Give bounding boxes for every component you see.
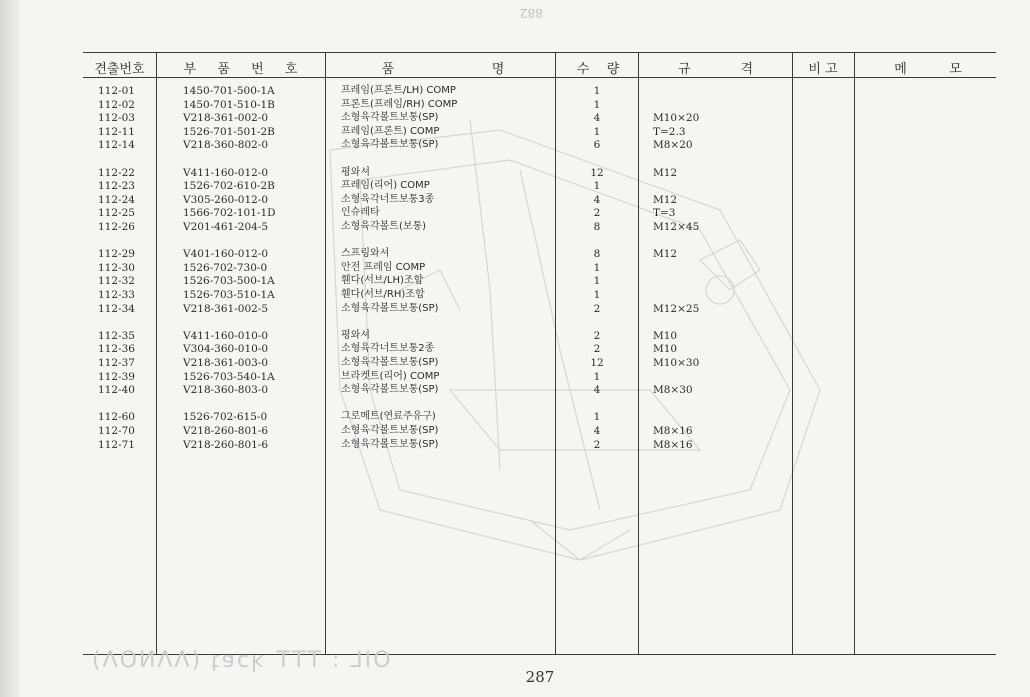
row-part-name: 휀다(서브/LH)조합 (341, 275, 424, 287)
row-part-name: 안전 프레임 COMP (341, 261, 426, 273)
row-quantity: 1 (593, 98, 601, 111)
row-part-name: 프레임(리어) COMP (341, 180, 430, 192)
row-part-number: V218-360-802-0 (183, 139, 269, 152)
header-name-char: 품 (381, 61, 395, 77)
row-part-number: 1450-701-500-1A (183, 85, 275, 97)
header-no: 견출번호 (94, 61, 145, 77)
table-row (83, 329, 996, 343)
header-name-char: 명 (491, 61, 505, 77)
row-part-number: 1566-702-101-1D (183, 207, 276, 220)
row-part-number: 1526-703-510-1A (183, 289, 275, 301)
table-row (83, 166, 996, 180)
row-quantity: 2 (593, 329, 601, 342)
row-part-number: V218-260-801-6 (183, 425, 269, 437)
row-number: 112-24 (98, 193, 135, 206)
header-qty-char: 량 (606, 61, 620, 77)
row-quantity: 1 (593, 289, 601, 301)
page-number: 287 (525, 668, 555, 686)
row-quantity: 12 (590, 357, 604, 369)
row-part-number: V411-160-010-0 (183, 329, 269, 342)
table-row (83, 125, 996, 139)
row-spec: M8×30 (653, 384, 693, 397)
row-part-number: V218-260-801-6 (183, 438, 269, 451)
table-top-border (83, 52, 996, 53)
row-spec: M10 (653, 329, 678, 342)
header-part-char: 품 (217, 61, 230, 77)
row-part-number: 1526-703-540-1A (183, 370, 275, 383)
table-row (83, 111, 996, 125)
row-part-name: 휀다(서브/RH)조합 (341, 289, 425, 300)
row-spec: M8×16 (653, 425, 693, 437)
row-quantity: 6 (593, 139, 601, 152)
row-number: 112-34 (98, 302, 135, 315)
row-part-name: 프레임(프론트) COMP (341, 125, 440, 137)
parts-table (83, 52, 996, 655)
table-row (83, 370, 996, 384)
table-row (83, 247, 996, 261)
row-quantity: 4 (593, 112, 601, 125)
row-part-name: 소형육각볼트보통(SP) (341, 112, 439, 124)
row-number: 112-30 (98, 261, 135, 274)
row-number: 112-11 (98, 125, 135, 138)
row-spec: M12 (653, 166, 678, 179)
row-spec: M10×30 (653, 357, 700, 369)
row-part-number: 1526-702-730-0 (183, 261, 268, 274)
row-number: 112-37 (98, 357, 135, 369)
header-memo-char: 모 (949, 61, 962, 77)
table-row (83, 424, 996, 438)
row-quantity: 4 (593, 193, 601, 206)
header-part-char: 부 (183, 61, 197, 77)
header-spec-char: 규 (677, 61, 691, 77)
row-quantity: 1 (593, 261, 601, 274)
row-number: 112-29 (98, 248, 135, 261)
row-quantity: 1 (593, 85, 601, 97)
row-spec: M8×16 (653, 438, 693, 451)
row-part-name: 인슈레타 (341, 207, 380, 219)
header-spec (653, 57, 778, 77)
row-spec: M12 (653, 193, 678, 206)
row-spec: M8×20 (653, 139, 693, 152)
row-spec: M12 (653, 248, 678, 261)
row-part-number: V304-360-010-0 (183, 343, 269, 356)
show-through-mark: 882 (520, 6, 543, 20)
row-number: 112-60 (98, 411, 135, 424)
table-row (83, 356, 996, 370)
row-part-number: V401-160-012-0 (183, 248, 269, 261)
row-part-name: 그로메트(연료주유구) (341, 411, 436, 423)
table-row (83, 342, 996, 356)
row-part-number: 1526-702-615-0 (183, 411, 268, 424)
table-row (83, 302, 996, 316)
row-number: 112-71 (98, 438, 135, 451)
row-number: 112-35 (98, 329, 135, 342)
header-part-number (173, 57, 308, 77)
row-spec: T=3 (653, 207, 676, 220)
row-part-name: 소형육각볼트보통(SP) (341, 357, 439, 368)
row-quantity: 12 (590, 166, 604, 179)
header-qty-char: 수 (576, 61, 590, 77)
table-row (83, 193, 996, 207)
table-row (83, 138, 996, 152)
row-part-name: 스프링와셔 (341, 248, 390, 260)
row-number: 112-02 (98, 98, 135, 111)
table-row (83, 410, 996, 424)
row-part-name: 프론트(프레임/RH) COMP (341, 98, 458, 110)
row-part-name: 소형육각볼트(보통) (341, 221, 427, 232)
table-row (83, 261, 996, 275)
row-quantity: 4 (593, 384, 601, 397)
row-part-number: V305-260-012-0 (183, 193, 269, 206)
row-quantity: 2 (593, 207, 601, 220)
row-number: 112-70 (98, 425, 135, 437)
row-part-number: V218-361-002-5 (183, 302, 269, 315)
row-quantity: 8 (593, 248, 601, 261)
row-number: 112-23 (98, 180, 135, 193)
page-edge (0, 0, 20, 697)
table-row (83, 288, 996, 302)
row-part-name: 프레임(프론트/LH) COMP (341, 85, 456, 96)
row-spec: M12×45 (653, 221, 700, 233)
row-quantity: 2 (593, 438, 601, 451)
table-row (83, 98, 996, 112)
row-part-number: 1526-701-501-2B (183, 125, 275, 138)
table-row (83, 84, 996, 98)
row-number: 112-01 (98, 85, 135, 97)
header-remark: 비 고 (808, 61, 838, 77)
row-part-number: V218-360-803-0 (183, 384, 269, 397)
table-row (83, 438, 996, 452)
row-quantity: 1 (593, 125, 601, 138)
row-quantity: 1 (593, 275, 601, 288)
row-part-name: 소형육각볼트보통(SP) (341, 438, 439, 450)
row-quantity: 4 (593, 425, 601, 437)
row-part-name: 소형육각볼트보통(SP) (341, 139, 439, 151)
row-quantity: 8 (593, 221, 601, 233)
header-divider (83, 77, 996, 78)
row-number: 112-40 (98, 384, 135, 397)
table-row (83, 206, 996, 220)
row-part-number: 1450-701-510-1B (183, 98, 275, 111)
row-part-number: V218-361-003-0 (183, 357, 269, 369)
row-part-name: 소형육각볼트보통(SP) (341, 384, 439, 396)
row-part-name: 브라켓트(리어) COMP (341, 370, 440, 382)
header-quantity (568, 57, 628, 77)
row-part-number: V411-160-012-0 (183, 166, 269, 179)
header-part-char: 호 (284, 61, 298, 77)
header-part-name (333, 57, 553, 77)
row-part-number: V218-361-002-0 (183, 112, 269, 125)
row-spec: M10×20 (653, 112, 700, 125)
row-quantity: 1 (593, 411, 601, 424)
row-number: 112-03 (98, 112, 135, 125)
header-spec-char: 격 (740, 61, 754, 77)
row-quantity: 2 (593, 343, 601, 356)
row-number: 112-32 (98, 275, 135, 288)
table-row (83, 179, 996, 193)
row-part-name: 평와셔 (341, 166, 370, 178)
row-quantity: 1 (593, 180, 601, 193)
header-memo (873, 57, 983, 77)
row-spec: M10 (653, 343, 678, 356)
row-part-name: 소형육각너트보통3종 (341, 193, 435, 205)
row-part-number: V201-461-204-5 (183, 221, 269, 233)
show-through-text: ОІL : ТТТ ʞɔɐʇ (ΛΛΝΟΛ) (90, 648, 391, 673)
row-number: 112-36 (98, 343, 135, 356)
row-number: 112-22 (98, 166, 135, 179)
row-quantity: 1 (593, 370, 601, 383)
row-number: 112-14 (98, 139, 135, 152)
row-part-number: 1526-703-500-1A (183, 275, 275, 288)
row-part-name: 소형육각볼트보통(SP) (341, 425, 439, 436)
row-number: 112-25 (98, 207, 135, 220)
header-memo-char: 메 (894, 61, 907, 77)
row-spec: M12×25 (653, 302, 700, 315)
row-number: 112-33 (98, 289, 135, 301)
table-row (83, 383, 996, 397)
row-part-name: 소형육각너트보통2종 (341, 343, 435, 355)
row-number: 112-39 (98, 370, 135, 383)
row-number: 112-26 (98, 221, 135, 233)
row-part-name: 소형육각볼트보통(SP) (341, 302, 439, 314)
row-part-number: 1526-702-610-2B (183, 180, 275, 193)
header-part-char: 번 (251, 61, 264, 77)
table-row (83, 274, 996, 288)
row-quantity: 2 (593, 302, 601, 315)
row-spec: T=2.3 (653, 125, 686, 138)
table-row (83, 220, 996, 234)
row-part-name: 평와셔 (341, 329, 370, 341)
